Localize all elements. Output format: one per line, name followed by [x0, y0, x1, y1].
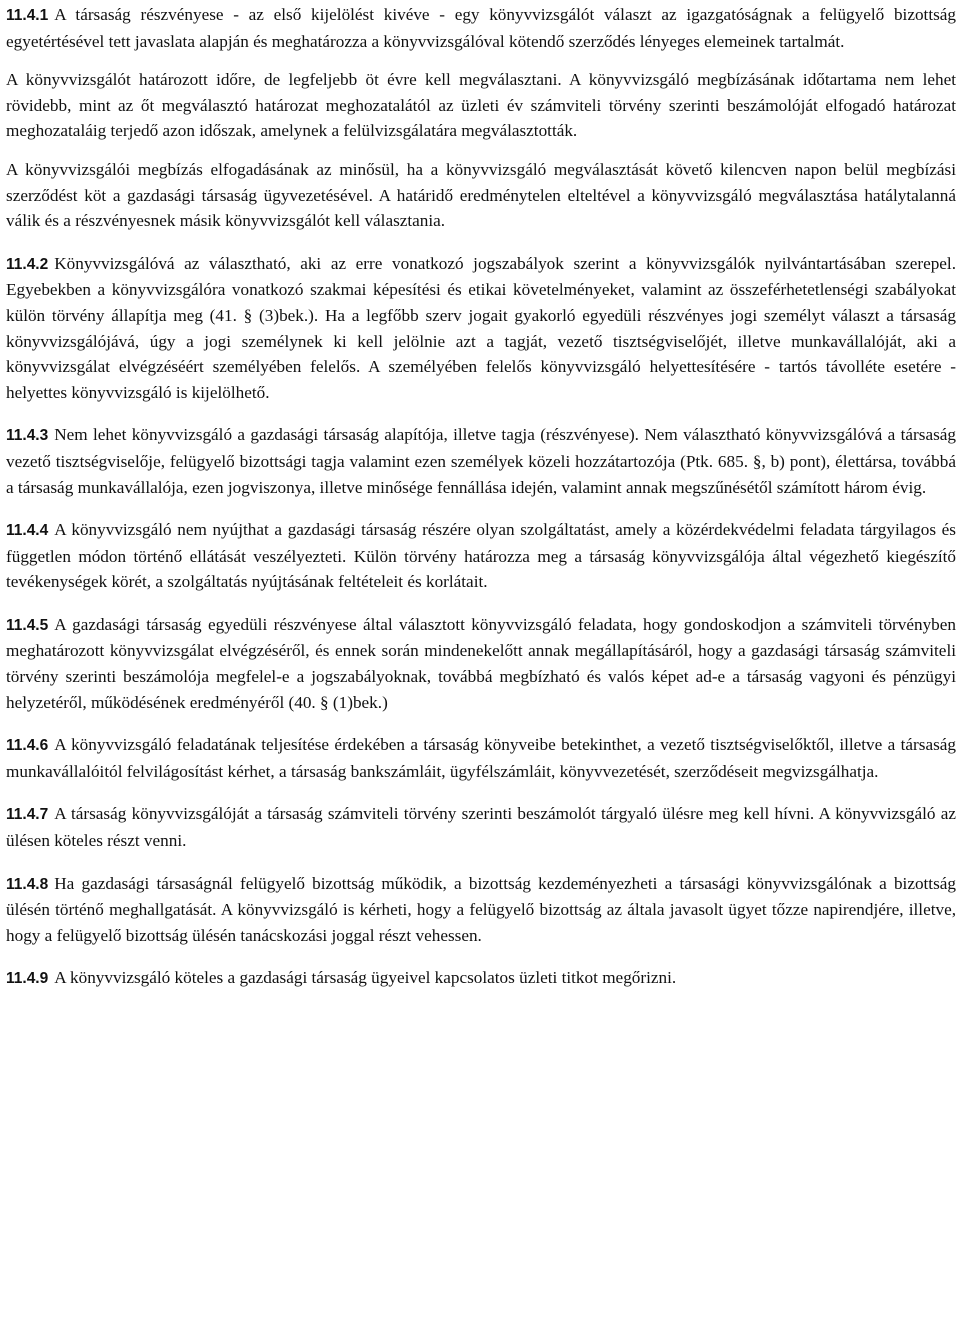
section-11-4-1	[6, 2, 956, 54]
section-text: A könyvvizsgáló nem nyújthat a gazdasági társaság részére olyan szolgáltatást, amely a közérdekvédelmi feladata tárgyilagos és független módon történő ellátását veszélyezteti. Külön törvény határozza meg a társaság könyvvizsgálója által végezhető kiegészítő tevékenységek körét, a szolgáltatás nyújtásának feltételeit és korlátait.	[6, 520, 956, 592]
section-text: Nem lehet könyvvizsgáló a gazdasági társaság alapítója, illetve tagja (részvényese). Nem választható könyvvizsgálóvá a társaság vezető tisztségviselője, felügyelő bizottsági tagja valamint ezen személyek közeli hozzátartozója (Ptk. 685. §, b) pont), élettársa, továbbá a társaság munkavállalója, ezen jogviszonya, illetve minősége fennállása idején, valamint annak megszűnésétől számított három évig.	[6, 425, 956, 497]
section-text: A könyvvizsgáló köteles a gazdasági társaság ügyeivel kapcsolatos üzleti titkot megőrizni.	[54, 968, 677, 988]
section-text: A társaság részvényese - az első kijelölést kivéve - egy könyvvizsgálót választ az igazgatóságnak a felügyelő bizottság egyetértésével tett javaslata alapján és meghatározza a könyvvizsgálóval kötendő szerződés lényeges elemeinek tartalmát.	[6, 5, 956, 51]
section-11-4-5	[6, 612, 956, 715]
section-11-4-4	[6, 517, 956, 595]
section-number: 11.4.5	[6, 616, 49, 634]
section-text: A társaság könyvvizsgálóját a társaság számviteli törvény szerinti beszámolót tárgyaló ülésre meg kell hívni. A könyvvizsgáló az ülésen köteles részt venni.	[6, 804, 956, 851]
section-11-4-7	[6, 801, 956, 853]
section-text: A könyvvizsgáló feladatának teljesítése érdekében a társaság könyveibe betekinthet, a vezető tisztségviselőktől, illetve a társaság munkavállalóitól felvilágosítást kérhet, a társaság bankszámláit, ügyfélszámláit, könyvvezetését, szerződéseit megvizsgálhatja.	[6, 735, 956, 781]
section-11-4-2	[6, 251, 956, 406]
section-11-4-1-paragraph-3: A könyvvizsgálói megbízás elfogadásának az minősül, ha a könyvvizsgáló megválasztását követő kilencven napon belül megbízási szerződést köt a gazdasági társaság ügyvezetésével. A határidő eredménytelen elteltével a könyvvizsgáló megválasztása hatálytalanná válik és a részvényesnek másik könyvvizsgálót kell választania.	[6, 159, 956, 231]
section-number: 11.4.7	[6, 806, 49, 824]
section-11-4-8	[6, 871, 956, 949]
section-number: 11.4.2	[6, 255, 49, 273]
section-11-4-9	[6, 965, 956, 992]
section-11-4-3	[6, 422, 956, 500]
section-number: 11.4.4	[6, 522, 49, 540]
section-number: 11.4.6	[6, 737, 49, 755]
section-number: 11.4.1	[6, 7, 49, 24]
section-number: 11.4.3	[6, 427, 49, 445]
section-number: 11.4.8	[6, 875, 49, 893]
section-text: A gazdasági társaság egyedüli részvényese által választott könyvvizsgáló feladata, hogy gondoskodjon a számviteli törvényben meghatározott könyvvizsgálat elvégzéséről, és ennek során mindenekelőtt annak megállapításáról, hogy a gazdasági társaság számviteli törvény szerinti beszámolója megfelel-e a jogszabályoknak, továbbá megbízható és valós képet ad-e a társaság vagyoni és pénzügyi helyzetéről, működésének eredményéről (40. § (1)bek.)	[6, 614, 956, 712]
section-text: Könyvvizsgálóvá az választható, aki az erre vonatkozó jogszabályok szerint a könyvvizsgálók nyilvántartásában szerepel. Egyebekben a könyvvizsgálóra vonatkozó szakmai képesítési és etikai követelményeket, valamint az összeférhetetlenségi szabályokat külön törvény állapítja meg (41. § (3)bek.). Ha a legfőbb szerv jogait gyakorló egyedüli részvényes jogi személyt választ a társaság könyvvizsgálójává, úgy a jogi személynek ki kell jelölnie azt a tagját, vezető tisztségviselőjét, illetve munkavállalóját, aki a könyvvizsgálat elvégzéséért személyében felelős. A személyében felelős könyvvizsgáló helyettesítésére - tartós távolléte esetére - helyettes könyvvizsgáló is kijelölhető.	[6, 253, 956, 402]
section-11-4-6	[6, 732, 956, 784]
section-text: Ha gazdasági társaságnál felügyelő bizottság működik, a bizottság kezdeményezheti a társasági könyvvizsgálónak a bizottság ülésén történő meghallgatását. A könyvvizsgáló is kérheti, hogy a felügyelő bizottság az általa javasolt ügyet tőzze napirendjére, illetve, hogy a felügyelő bizottság ülésén tanácskozási joggal részt vehessen.	[6, 873, 956, 945]
section-number: 11.4.9	[6, 970, 49, 988]
section-11-4-1-paragraph-2: A könyvvizsgálót határozott időre, de legfeljebb öt évre kell megválasztani. A könyvvizsgáló megbízásának időtartama nem lehet rövidebb, mint az őt megválasztó határozat meghozatalától az üzleti év számviteli törvény szerinti beszámolóját elfogadó határozat meghozataláig terjedő azon időszak, amelynek a felülvizsgálatára megválasztották.	[6, 70, 956, 141]
